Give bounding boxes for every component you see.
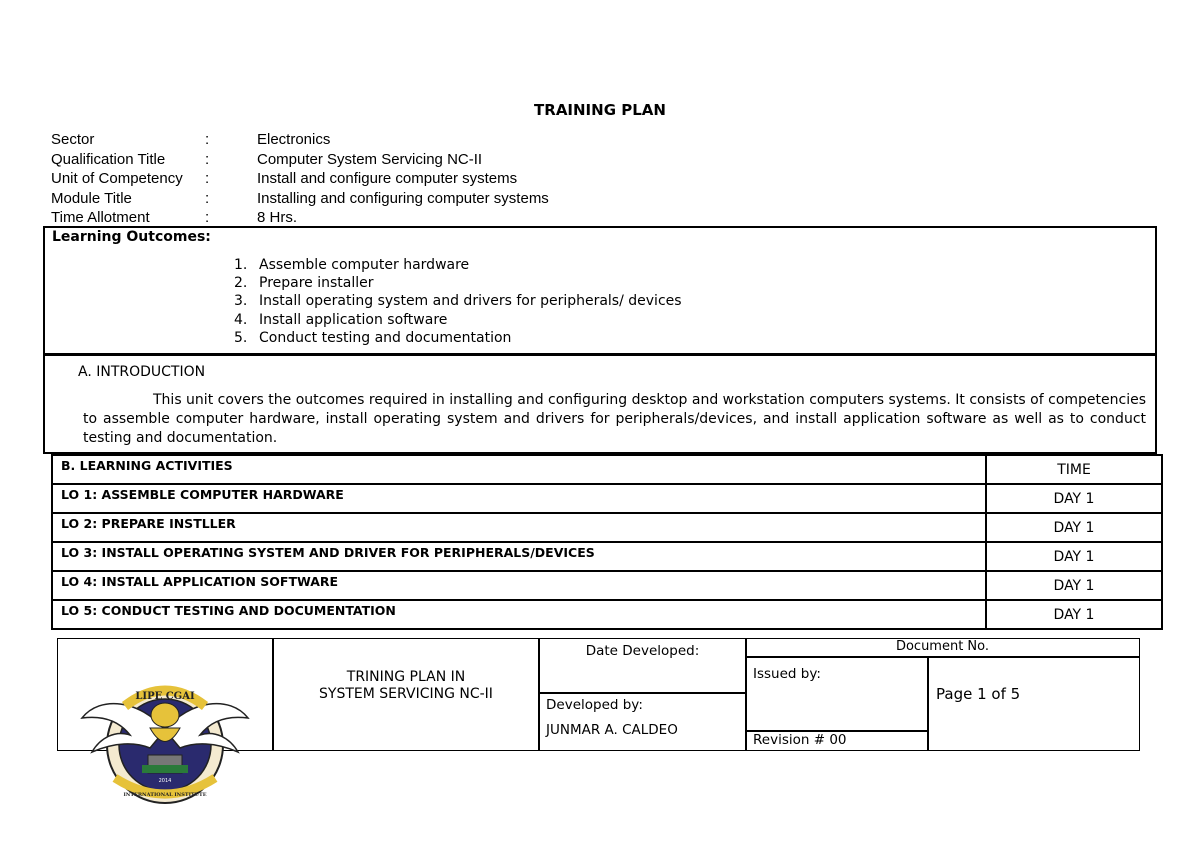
info-value: Installing and configuring computer systems [257,189,549,207]
activities-header-label: B. LEARNING ACTIVITIES [52,455,986,484]
info-row-sector [0,130,1200,150]
issued-by-label: Issued by: [753,666,821,682]
learning-outcomes-list [234,256,682,347]
activity-label: LO 4: INSTALL APPLICATION SOFTWARE [52,571,986,600]
activity-time: DAY 1 [986,484,1162,513]
doc-title-cell [272,638,540,751]
info-value: Computer System Servicing NC-II [257,150,483,168]
info-label: Sector [51,131,95,148]
info-row-time [0,208,1200,228]
activity-time: DAY 1 [986,513,1162,542]
info-row-unit [0,169,1200,189]
info-colon: : [205,209,210,226]
list-item: 5. Conduct testing and documentation [234,329,512,346]
list-item: 4. Install application software [234,311,448,328]
activity-label: LO 5: CONDUCT TESTING AND DOCUMENTATION [52,600,986,629]
info-value: Electronics [257,131,331,148]
date-developed-label: Date Developed: [585,643,700,659]
info-label: Unit of Competency [51,170,183,187]
info-row-qualification [0,150,1200,170]
logo-cell [57,638,274,798]
revision-label: Revision # 00 [753,732,847,748]
activity-time: DAY 1 [986,571,1162,600]
issued-by-cell [745,656,929,732]
logo-year-text: 2014 [158,778,172,784]
learning-activities-table [51,454,1163,630]
activity-label: LO 3: INSTALL OPERATING SYSTEM AND DRIVER FOR PERIPHERALS/DEVICES [52,542,986,571]
info-row-module [0,189,1200,209]
doc-title-line2: SYSTEM SERVICING NC-II [319,686,493,702]
developed-by-cell [538,692,747,751]
info-value: 8 Hrs. [257,209,298,226]
info-label: Time Allotment [51,209,150,226]
page-number: Page 1 of 5 [936,685,1021,703]
introduction-text: This unit covers the outcomes required in installing and configuring desktop and workstation computers systems. It consists of competencies to assemble computer hardware, install operating system and drivers for peripherals/devices, and install application software as well as to conduct testing and documentation. [83,392,1146,446]
info-value: Install and configure computer systems [257,170,518,187]
developer-name: JUNMAR A. CALDEO [546,722,678,738]
table-row [52,484,1162,513]
table-header-row [52,455,1162,484]
learning-outcomes-box [43,226,1157,356]
info-label: Module Title [51,189,132,207]
activity-label: LO 2: PREPARE INSTLLER [52,513,986,542]
list-item: 2. Prepare installer [234,275,374,292]
info-label: Qualification Title [51,150,166,168]
activity-label: LO 1: ASSEMBLE COMPUTER HARDWARE [52,484,986,513]
learning-outcomes-heading: Learning Outcomes: [52,229,211,245]
info-colon: : [205,189,210,207]
institute-logo-icon [80,660,250,810]
table-row [52,571,1162,600]
info-block [0,130,1200,228]
logo-top-text: LIPE CGAI [135,691,195,702]
date-developed-cell [538,638,747,694]
page-cell [927,656,1140,751]
page-title: TRAINING PLAN [534,101,666,119]
list-item: 3. Install operating system and drivers for peripherals/ devices [234,293,682,310]
document-no-cell [745,638,1140,658]
activity-time: DAY 1 [986,600,1162,629]
activity-time: DAY 1 [986,542,1162,571]
table-row [52,513,1162,542]
info-colon: : [205,170,210,187]
table-row [52,600,1162,629]
list-item: 1. Assemble computer hardware [234,257,470,273]
revision-cell [745,730,929,751]
document-no-label: Document No. [895,639,990,654]
logo-bottom-text: INTERNATIONAL INSTITUTE [123,792,207,798]
table-row [52,542,1162,571]
footer-block [57,638,1140,798]
info-colon: : [205,131,210,148]
introduction-heading: A. INTRODUCTION [78,364,206,380]
developed-by-label: Developed by: [546,697,643,713]
doc-title-line1: TRINING PLAN IN [346,669,466,685]
activities-header-time: TIME [986,455,1162,484]
info-colon: : [205,150,210,168]
introduction-box [43,353,1157,454]
